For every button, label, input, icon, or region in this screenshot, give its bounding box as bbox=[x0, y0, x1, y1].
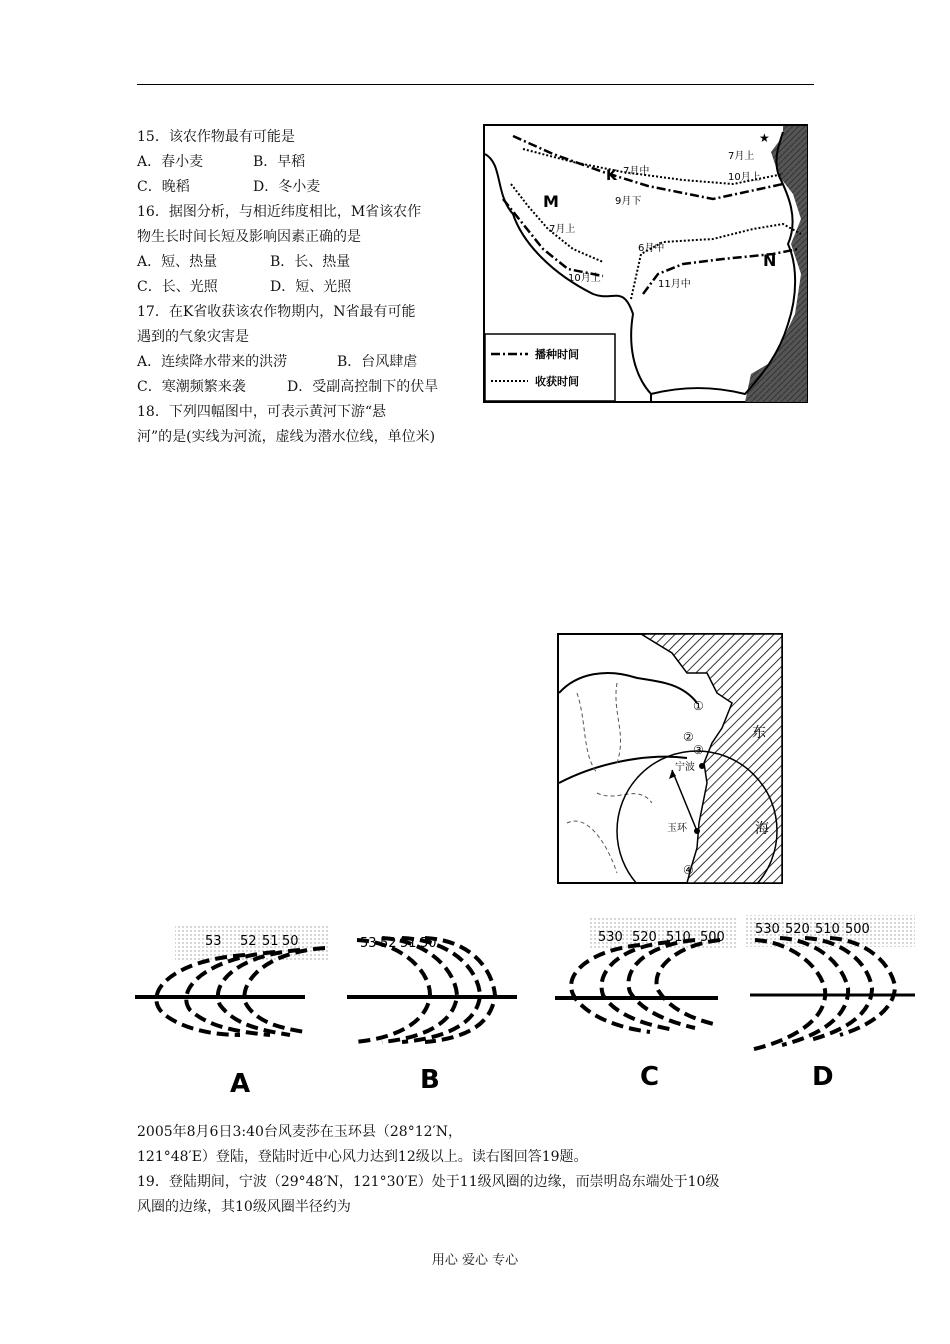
diagram-a[interactable] bbox=[135, 925, 330, 1099]
crop-calendar-map bbox=[483, 124, 808, 404]
intro-line1: 2005年8月6日3:40台风麦莎在玉环县（28°12′N， bbox=[137, 1124, 462, 1140]
label-a-0: 53 bbox=[205, 934, 222, 949]
label-c-3: 500 bbox=[700, 930, 725, 945]
label-c-0: 530 bbox=[598, 930, 623, 945]
marker-2: ② bbox=[683, 730, 694, 744]
q17-option-d[interactable]: D．受副高控制下的伏旱 bbox=[287, 379, 439, 395]
yuhuan-label: 玉环 bbox=[667, 823, 687, 834]
label-d-0: 530 bbox=[755, 922, 780, 937]
q17-stem-line2: 遇到的气象灾害是 bbox=[137, 329, 249, 345]
sea-label-east: 东 bbox=[752, 725, 766, 741]
label-c-2: 510 bbox=[666, 930, 691, 945]
q18-stem-line2: 河”的是(实线为河流，虚线为潜水位线，单位米) bbox=[137, 429, 436, 445]
q16-option-b[interactable]: B．长、热量 bbox=[270, 254, 351, 270]
label-b-2: 51 bbox=[400, 936, 417, 951]
letter-d: D bbox=[812, 1062, 834, 1092]
q15-stem: 15．该农作物最有可能是 bbox=[137, 129, 295, 145]
label-a-2: 51 bbox=[262, 934, 279, 949]
diagram-d[interactable] bbox=[745, 915, 915, 1092]
k-sow-label: 9月下 bbox=[615, 196, 642, 207]
ningbo-label: 宁波 bbox=[675, 762, 695, 773]
letter-c: C bbox=[640, 1062, 660, 1092]
q15-option-d[interactable]: D．冬小麦 bbox=[253, 179, 321, 195]
page-footer: 用心 爱心 专心 bbox=[431, 1253, 519, 1268]
typhoon-map bbox=[557, 633, 783, 884]
q17-option-a[interactable]: A．连续降水带来的洪涝 bbox=[137, 354, 288, 370]
river-diagrams bbox=[130, 910, 920, 1100]
q18-stem-line1: 18．下列四幅图中，可表示黄河下游“悬 bbox=[137, 404, 386, 420]
label-b-0: 53 bbox=[360, 936, 377, 951]
label-b-3: 50 bbox=[420, 936, 437, 951]
label-d-2: 510 bbox=[815, 922, 840, 937]
east-harvest-label: 7月上 bbox=[728, 151, 755, 162]
letter-b: B bbox=[420, 1065, 440, 1095]
label-d-3: 500 bbox=[845, 922, 870, 937]
q17-option-b[interactable]: B．台风肆虐 bbox=[337, 354, 418, 370]
q16-option-d[interactable]: D．短、光照 bbox=[270, 279, 352, 295]
label-a-1: 52 bbox=[240, 934, 257, 949]
intro-line2: 121°48′E）登陆，登陆时近中心风力达到12级以上。读右图回答19题。 bbox=[137, 1149, 588, 1165]
q19-stem-line2: 风圈的边缘，其10级风圈半径约为 bbox=[137, 1199, 351, 1215]
map-label-n: N bbox=[763, 251, 777, 270]
marker-1: ① bbox=[693, 699, 704, 713]
marker-3: ③ bbox=[693, 743, 704, 757]
q15-option-a[interactable]: A．春小麦 bbox=[137, 154, 204, 170]
k-harvest-label: 7月中 bbox=[623, 166, 650, 177]
diagram-b[interactable] bbox=[347, 936, 517, 1095]
n-sow-label: 11月中 bbox=[658, 279, 691, 290]
n-harvest-label: 6月中 bbox=[638, 243, 665, 254]
label-c-1: 520 bbox=[632, 930, 657, 945]
q16-option-c[interactable]: C．长、光照 bbox=[137, 279, 218, 295]
q16-option-a[interactable]: A．短、热量 bbox=[137, 254, 218, 270]
legend-sow-label: 播种时间 bbox=[535, 348, 579, 361]
header-rule bbox=[137, 84, 814, 85]
q17-stem-line1: 17．在K省收获该农作物期内，N省最有可能 bbox=[137, 304, 416, 320]
map-label-k: K bbox=[606, 168, 617, 184]
q17-option-c[interactable]: C．寒潮频繁来袭 bbox=[137, 379, 246, 395]
east-sow-label: 10月上 bbox=[728, 172, 761, 183]
label-b-1: 52 bbox=[380, 936, 397, 951]
m-harvest-label: 7月上 bbox=[549, 224, 576, 235]
label-a-3: 50 bbox=[282, 934, 299, 949]
q19-stem-line1: 19．登陆期间，宁波（29°48′N，121°30′E）处于11级风圈的边缘，而崇明岛东端处于10级 bbox=[137, 1174, 720, 1190]
diagram-c[interactable] bbox=[555, 918, 738, 1092]
letter-a: A bbox=[230, 1069, 251, 1099]
m-sow-label: 10月上 bbox=[568, 273, 601, 284]
q15-option-b[interactable]: B．早稻 bbox=[253, 154, 306, 170]
label-d-1: 520 bbox=[785, 922, 810, 937]
legend-harvest-label: 收获时间 bbox=[535, 375, 579, 388]
q16-stem-line1: 16．据图分析，与相近纬度相比，M省该农作 bbox=[137, 204, 422, 220]
marker-4: ④ bbox=[683, 863, 694, 877]
legend-box bbox=[485, 334, 615, 401]
map-label-m: M bbox=[543, 192, 559, 211]
q15-option-c[interactable]: C．晚稻 bbox=[137, 179, 190, 195]
star-icon: ★ bbox=[759, 131, 770, 145]
sea-label-sea: 海 bbox=[755, 821, 769, 837]
q16-stem-line2: 物生长时间长短及影响因素正确的是 bbox=[137, 229, 361, 245]
